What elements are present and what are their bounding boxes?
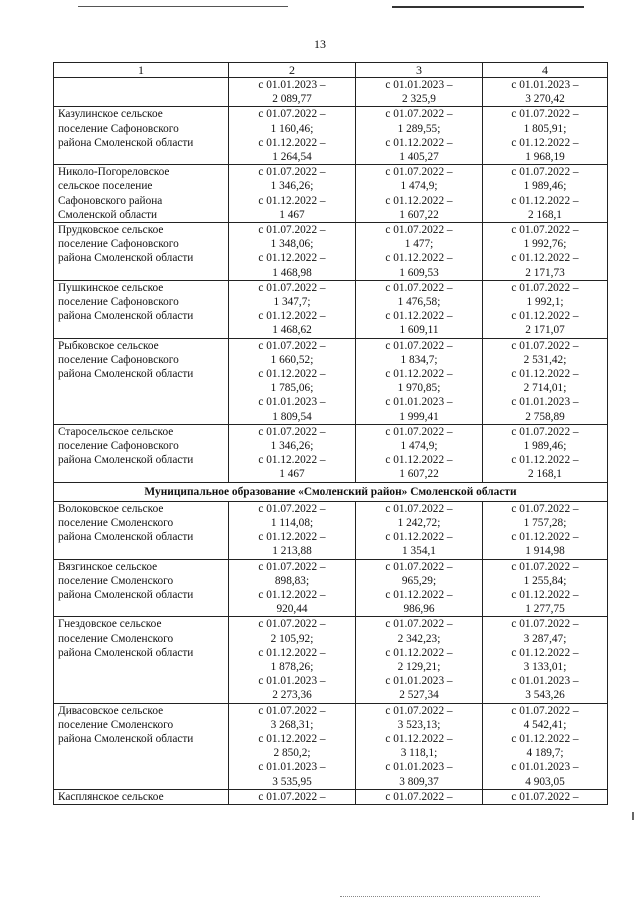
- value-line: 1 757,28;: [523, 516, 567, 529]
- value-cell: [356, 424, 483, 482]
- settlement-name-line: Николо-Погореловское: [58, 166, 170, 179]
- value-line: 1 160,46;: [270, 122, 314, 135]
- value-line: с 01.12.2022 –: [258, 646, 326, 659]
- value-line: с 01.07.2022 –: [511, 425, 579, 438]
- value-line: с 01.07.2022 –: [258, 108, 326, 121]
- settlement-name-line: Прудковское сельское: [58, 224, 164, 237]
- table-body: [54, 78, 608, 805]
- value-line: 1 477;: [404, 238, 434, 251]
- value-cell: [229, 559, 356, 617]
- table-row: [54, 107, 608, 165]
- table-row: [54, 165, 608, 223]
- settlement-name-line: Сафоновского района: [58, 194, 163, 207]
- value-line: 986,96: [403, 603, 435, 616]
- value-line: с 01.12.2022 –: [511, 368, 579, 381]
- settlement-name-line: района Смоленской области: [58, 732, 194, 745]
- value-line: 2 531,42;: [523, 353, 567, 366]
- value-line: 1 467: [279, 468, 305, 481]
- value-line: с 01.07.2022 –: [511, 281, 579, 294]
- value-line: 3 268,31;: [270, 718, 314, 731]
- settlement-name-line: сельское поселение: [58, 180, 153, 193]
- value-cell: [483, 165, 608, 223]
- value-cell: [229, 789, 356, 804]
- value-line: с 01.01.2023 –: [385, 761, 453, 774]
- value-line: с 01.12.2022 –: [385, 310, 453, 323]
- table-row: [54, 617, 608, 703]
- value-line: 920,44: [276, 603, 308, 616]
- settlement-name-line: района Смоленской области: [58, 646, 194, 659]
- value-line: с 01.12.2022 –: [385, 646, 453, 659]
- top-rule-right: [392, 6, 584, 8]
- value-cell: [483, 338, 608, 424]
- settlement-name-line: района Смоленской области: [58, 136, 194, 149]
- value-line: с 01.01.2023 –: [258, 79, 326, 91]
- settlement-name-line: Старосельское сельское: [58, 425, 174, 438]
- value-line: с 01.01.2023 –: [258, 675, 326, 688]
- value-line: 1 347,7;: [273, 296, 311, 309]
- value-line: 1 348,06;: [270, 238, 314, 251]
- page-number: 13: [314, 37, 326, 51]
- settlement-name-cell: [54, 501, 229, 559]
- column-header-1: 1: [54, 63, 229, 78]
- value-cell: [229, 165, 356, 223]
- value-line: 3 535,95: [272, 775, 312, 788]
- value-line: с 01.01.2023 –: [511, 761, 579, 774]
- value-cell: [483, 424, 608, 482]
- value-line: с 01.12.2022 –: [385, 252, 453, 265]
- value-line: 1 277,75: [525, 603, 565, 616]
- value-cell: [229, 617, 356, 703]
- value-line: 2 168,1: [528, 468, 562, 481]
- value-line: с 01.07.2022 –: [385, 339, 453, 352]
- value-line: с 01.07.2022 –: [385, 502, 453, 515]
- settlement-name-line: Волоковское сельское: [58, 502, 164, 515]
- value-line: с 01.01.2023 –: [385, 675, 453, 688]
- settlement-name-cell: [54, 78, 229, 107]
- table-row: [54, 338, 608, 424]
- settlement-name-line: района Смоленской области: [58, 588, 194, 601]
- value-line: 2 171,73: [525, 266, 565, 279]
- value-cell: [483, 501, 608, 559]
- value-line: 1 609,11: [399, 324, 439, 337]
- value-line: 965,29;: [401, 574, 437, 587]
- value-line: с 01.07.2022 –: [385, 224, 453, 237]
- value-cell: [356, 165, 483, 223]
- value-line: 1 968,19: [525, 151, 565, 164]
- value-line: 1 607,22: [399, 208, 439, 221]
- value-cell: [229, 703, 356, 789]
- bottom-scan-mark: [340, 896, 540, 898]
- value-line: 1 346,26;: [270, 440, 314, 453]
- column-header-3: 3: [356, 63, 483, 78]
- value-cell: [356, 703, 483, 789]
- table-row: [54, 559, 608, 617]
- settlement-name-line: Смоленской области: [58, 208, 158, 221]
- value-line: с 01.01.2023 –: [385, 79, 453, 91]
- value-line: 4 542,41;: [523, 718, 567, 731]
- settlement-name-cell: [54, 617, 229, 703]
- value-line: с 01.07.2022 –: [258, 166, 326, 179]
- value-line: 2 273,36: [272, 689, 312, 702]
- value-line: с 01.12.2022 –: [385, 531, 453, 544]
- value-line: 1 914,98: [525, 545, 565, 558]
- value-line: 1 213,88: [272, 545, 312, 558]
- top-rule-left: [78, 6, 288, 7]
- value-line: 2 714,01;: [523, 382, 567, 395]
- table-row: [54, 223, 608, 281]
- value-line: 4 903,05: [525, 775, 565, 788]
- value-line: с 01.07.2022 –: [258, 224, 326, 237]
- value-line: с 01.07.2022 –: [258, 790, 326, 803]
- value-line: с 01.12.2022 –: [511, 588, 579, 601]
- value-line: с 01.12.2022 –: [511, 454, 579, 467]
- value-cell: [483, 617, 608, 703]
- value-line: с 01.12.2022 –: [258, 732, 326, 745]
- value-line: с 01.07.2022 –: [258, 704, 326, 717]
- value-line: 1 289,55;: [397, 122, 441, 135]
- value-line: с 01.07.2022 –: [258, 618, 326, 631]
- value-cell: [483, 559, 608, 617]
- settlement-name-cell: [54, 338, 229, 424]
- value-cell: [229, 424, 356, 482]
- value-line: с 01.12.2022 –: [258, 252, 326, 265]
- value-line: 1 264,54: [272, 151, 312, 164]
- value-line: с 01.12.2022 –: [385, 136, 453, 149]
- value-line: с 01.01.2023 –: [258, 396, 326, 409]
- value-line: 2 168,1: [528, 208, 562, 221]
- value-line: 3 270,42: [525, 93, 565, 106]
- settlement-name-cell: [54, 107, 229, 165]
- settlement-name-line: поселение Сафоновского: [58, 238, 179, 251]
- value-line: с 01.12.2022 –: [511, 194, 579, 207]
- value-line: с 01.07.2022 –: [511, 560, 579, 573]
- value-line: 2 527,34: [399, 689, 439, 702]
- value-line: с 01.07.2022 –: [258, 502, 326, 515]
- value-line: 1 878,26;: [270, 660, 314, 673]
- value-line: с 01.07.2022 –: [258, 560, 326, 573]
- value-line: с 01.12.2022 –: [511, 732, 579, 745]
- value-line: 1 476,58;: [397, 296, 441, 309]
- settlement-name-line: Вязгинское сельское: [58, 560, 158, 573]
- settlement-name-line: поселение Сафоновского: [58, 122, 179, 135]
- settlement-name-line: поселение Смоленского: [58, 574, 174, 587]
- value-line: 1 346,26;: [270, 180, 314, 193]
- value-cell: [356, 559, 483, 617]
- settlement-name-line: района Смоленской области: [58, 368, 194, 381]
- value-line: 2 105,92;: [270, 632, 314, 645]
- column-header-2: 2: [229, 63, 356, 78]
- value-line: 3 543,26: [525, 689, 565, 702]
- value-line: 1 989,46;: [523, 180, 567, 193]
- value-line: 1 607,22: [399, 468, 439, 481]
- value-line: с 01.07.2022 –: [385, 166, 453, 179]
- value-line: с 01.07.2022 –: [385, 560, 453, 573]
- value-line: 1 660,52;: [270, 353, 314, 366]
- settlement-name-cell: [54, 559, 229, 617]
- value-line: с 01.12.2022 –: [385, 194, 453, 207]
- value-line: 3 809,37: [399, 775, 439, 788]
- value-line: 1 467: [279, 208, 305, 221]
- value-line: с 01.12.2022 –: [258, 531, 326, 544]
- value-cell: [229, 107, 356, 165]
- value-line: 3 133,01;: [523, 660, 567, 673]
- value-cell: [229, 501, 356, 559]
- value-line: с 01.07.2022 –: [511, 108, 579, 121]
- table-row: [54, 280, 608, 338]
- value-line: с 01.07.2022 –: [258, 339, 326, 352]
- value-cell: [229, 78, 356, 107]
- value-cell: [483, 107, 608, 165]
- table-row: [54, 78, 608, 107]
- value-line: 1 970,85;: [397, 382, 441, 395]
- value-cell: [483, 78, 608, 107]
- settlement-name-line: Гнездовское сельское: [58, 618, 162, 631]
- value-cell: [483, 703, 608, 789]
- value-line: с 01.07.2022 –: [511, 704, 579, 717]
- settlement-name-line: района Смоленской области: [58, 531, 194, 544]
- settlement-name-line: района Смоленской области: [58, 310, 194, 323]
- table-row: [54, 703, 608, 789]
- value-line: с 01.12.2022 –: [511, 252, 579, 265]
- value-cell: [483, 789, 608, 804]
- value-line: с 01.12.2022 –: [511, 531, 579, 544]
- value-line: с 01.12.2022 –: [511, 310, 579, 323]
- value-line: с 01.07.2022 –: [385, 790, 453, 803]
- value-line: с 01.07.2022 –: [511, 502, 579, 515]
- value-line: 898,83;: [274, 574, 310, 587]
- settlement-name-cell: [54, 789, 229, 804]
- settlement-name-line: Касплянское сельское: [58, 790, 164, 803]
- settlement-name-cell: [54, 223, 229, 281]
- value-line: 1 834,7;: [400, 353, 438, 366]
- value-line: 1 999,41: [399, 410, 439, 423]
- value-line: с 01.01.2023 –: [511, 675, 579, 688]
- section-heading-row: [54, 482, 608, 501]
- value-line: 2 325,9: [402, 93, 436, 106]
- value-line: 1 405,27: [399, 151, 439, 164]
- value-line: 2 129,21;: [397, 660, 441, 673]
- value-line: с 01.12.2022 –: [511, 136, 579, 149]
- value-line: 3 523,13;: [397, 718, 441, 731]
- value-line: 4 189,7;: [526, 747, 564, 760]
- value-cell: [356, 617, 483, 703]
- settlement-name-line: района Смоленской области: [58, 454, 194, 467]
- settlement-name-cell: [54, 424, 229, 482]
- value-line: с 01.12.2022 –: [258, 588, 326, 601]
- value-line: 1 474,9;: [400, 180, 438, 193]
- value-cell: [229, 223, 356, 281]
- settlement-name-line: поселение Сафоновского: [58, 353, 179, 366]
- settlement-name-line: поселение Смоленского: [58, 516, 174, 529]
- value-line: 3 118,1;: [400, 747, 438, 760]
- settlement-name-line: района Смоленской области: [58, 252, 194, 265]
- value-line: 1 474,9;: [400, 440, 438, 453]
- value-line: 2 758,89: [525, 410, 565, 423]
- table-header-row: [54, 63, 608, 78]
- value-line: 1 992,1;: [526, 296, 564, 309]
- value-line: 1 468,98: [272, 266, 312, 279]
- value-line: с 01.07.2022 –: [511, 166, 579, 179]
- table-row: [54, 789, 608, 804]
- value-line: с 01.12.2022 –: [385, 732, 453, 745]
- value-cell: [356, 223, 483, 281]
- value-line: с 01.12.2022 –: [258, 368, 326, 381]
- value-line: 1 989,46;: [523, 440, 567, 453]
- value-line: с 01.12.2022 –: [385, 588, 453, 601]
- value-cell: [229, 280, 356, 338]
- value-line: 2 171,07: [525, 324, 565, 337]
- value-cell: [483, 223, 608, 281]
- value-line: с 01.01.2023 –: [385, 396, 453, 409]
- value-cell: [483, 280, 608, 338]
- value-line: 1 992,76;: [523, 238, 567, 251]
- settlement-name-line: Казулинское сельское: [58, 108, 163, 121]
- value-cell: [229, 338, 356, 424]
- settlement-name-line: Рыбковское сельское: [58, 339, 159, 352]
- value-line: 2 850,2;: [273, 747, 311, 760]
- value-line: с 01.07.2022 –: [385, 704, 453, 717]
- value-line: с 01.07.2022 –: [511, 224, 579, 237]
- value-line: с 01.07.2022 –: [511, 618, 579, 631]
- value-line: 1 809,54: [272, 410, 312, 423]
- settlement-name-line: Пушкинское сельское: [58, 281, 164, 294]
- value-line: с 01.07.2022 –: [258, 425, 326, 438]
- settlement-name-cell: [54, 165, 229, 223]
- value-cell: [356, 501, 483, 559]
- value-line: 2 089,77: [272, 93, 312, 106]
- value-line: с 01.07.2022 –: [511, 790, 579, 803]
- value-line: 1 609,53: [399, 266, 439, 279]
- settlement-name-cell: [54, 280, 229, 338]
- section-heading: Муниципальное образование «Смоленский район» Смоленской области: [54, 482, 608, 501]
- tariff-table: [53, 62, 608, 805]
- value-line: с 01.07.2022 –: [385, 425, 453, 438]
- value-line: с 01.01.2023 –: [258, 761, 326, 774]
- value-line: 1 242,72;: [397, 516, 441, 529]
- value-line: 1 354,1: [402, 545, 436, 558]
- value-line: с 01.01.2023 –: [511, 396, 579, 409]
- settlement-name-line: Дивасовское сельское: [58, 704, 164, 717]
- value-line: 2 342,23;: [397, 632, 441, 645]
- settlement-name-line: поселение Смоленского: [58, 718, 174, 731]
- value-line: с 01.12.2022 –: [258, 310, 326, 323]
- value-line: с 01.12.2022 –: [258, 454, 326, 467]
- value-cell: [356, 338, 483, 424]
- value-line: с 01.01.2023 –: [511, 79, 579, 91]
- value-cell: [356, 280, 483, 338]
- value-line: 1 468,62: [272, 324, 312, 337]
- margin-scan-mark: [632, 812, 634, 820]
- value-cell: [356, 107, 483, 165]
- value-line: 1 785,06;: [270, 382, 314, 395]
- value-cell: [356, 789, 483, 804]
- value-line: 1 805,91;: [523, 122, 567, 135]
- value-line: с 01.07.2022 –: [385, 618, 453, 631]
- value-line: с 01.12.2022 –: [385, 454, 453, 467]
- value-line: 1 114,08;: [270, 516, 314, 529]
- table-row: [54, 424, 608, 482]
- value-line: 1 255,84;: [523, 574, 567, 587]
- value-line: с 01.12.2022 –: [258, 136, 326, 149]
- value-line: с 01.12.2022 –: [385, 368, 453, 381]
- value-line: с 01.07.2022 –: [385, 108, 453, 121]
- settlement-name-line: поселение Сафоновского: [58, 440, 179, 453]
- table-row: [54, 501, 608, 559]
- settlement-name-cell: [54, 703, 229, 789]
- settlement-name-line: поселение Сафоновского: [58, 296, 179, 309]
- value-cell: [356, 78, 483, 107]
- value-line: с 01.12.2022 –: [258, 194, 326, 207]
- value-line: с 01.07.2022 –: [258, 281, 326, 294]
- value-line: 3 287,47;: [523, 632, 567, 645]
- value-line: с 01.12.2022 –: [511, 646, 579, 659]
- settlement-name-line: поселение Смоленского: [58, 632, 174, 645]
- value-line: с 01.07.2022 –: [385, 281, 453, 294]
- value-line: с 01.07.2022 –: [511, 339, 579, 352]
- column-header-4: 4: [483, 63, 608, 78]
